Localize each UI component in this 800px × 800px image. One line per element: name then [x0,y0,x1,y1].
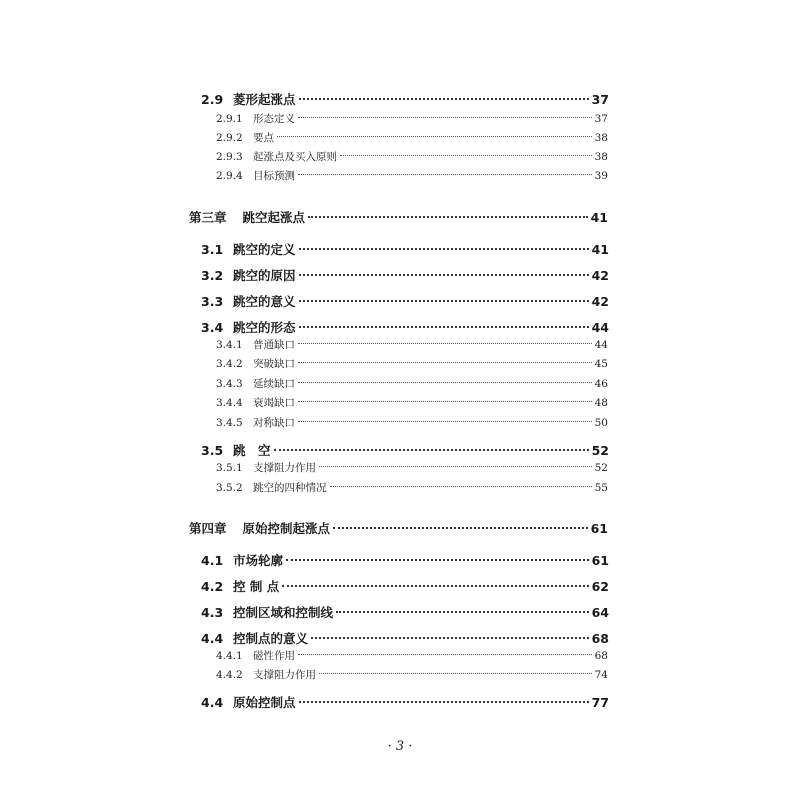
toc-number: 4.4.1 [216,650,243,662]
toc-page-number: 46 [594,378,608,390]
toc-title: 起涨点及买入原则 [253,151,337,163]
toc-page-number: 52 [591,443,609,458]
toc-number: 4.1 [201,553,224,568]
toc-page-number: 37 [594,113,608,125]
dot-leader [308,216,588,218]
dot-leader [298,343,592,344]
toc-entry [0,603,800,621]
toc-entry [0,292,800,310]
toc-number: 2.9.4 [216,170,243,182]
toc-page-number: 41 [590,210,608,225]
dot-leader [319,466,592,467]
toc-entry [0,395,800,410]
toc-entry [0,149,800,164]
toc-number: 4.4.2 [216,669,243,681]
dot-leader [340,155,592,156]
toc-title: 市场轮廓 [233,553,284,568]
toc-page-number: 62 [591,579,609,594]
toc-entry [0,480,800,495]
toc-number: 2.9.2 [216,132,243,144]
toc-number: 4.3 [201,605,224,620]
toc-page-number: 39 [594,170,608,182]
toc-number: 3.4.2 [216,358,243,370]
toc-title: 对称缺口 [253,417,295,429]
dot-leader [319,673,592,674]
toc-entry [0,648,800,663]
toc-page-number: 37 [591,92,609,107]
toc-entry [0,356,800,371]
toc-page-number: 52 [594,462,608,474]
toc-number: 3.5 [201,443,224,458]
toc-entry [0,240,800,258]
page-number-footer: · 3 · [387,739,413,754]
dot-leader [330,486,592,487]
toc-title: 延续缺口 [253,378,295,390]
toc-entry [0,266,800,284]
toc-entry [0,667,800,682]
toc-number: 3.4 [201,320,224,335]
toc-entry [0,111,800,126]
toc-chapter-entry [0,519,800,537]
dot-leader [336,611,589,613]
toc-number: 3.4.1 [216,339,243,351]
toc-page-number: 68 [594,650,608,662]
toc-entry [0,629,800,647]
toc-title: 支撑阻力作用 [253,462,316,474]
dot-leader [311,637,589,639]
toc-chapter-entry [0,208,800,226]
toc-number: 3.4.4 [216,397,243,409]
dot-leader [298,362,592,363]
toc-number: 3.5.1 [216,462,243,474]
dot-leader [299,274,589,276]
toc-entry [0,441,800,459]
toc-title: 形态定义 [253,113,295,125]
toc-title: 支撑阻力作用 [253,669,316,681]
toc-entry [0,90,800,108]
chapter-number: 第三章 [189,210,227,225]
toc-entry [0,460,800,475]
toc-page-number: 38 [594,151,608,163]
toc-number: 2.9 [201,92,224,107]
toc-title: 目标预测 [253,170,295,182]
toc-page-number: 55 [594,482,608,494]
toc-number: 3.4.3 [216,378,243,390]
toc-title: 跳空的原因 [233,268,296,283]
toc-entry [0,551,800,569]
dot-leader [286,559,589,561]
toc-entry [0,318,800,336]
chapter-number: 第四章 [189,521,227,536]
dot-leader [298,654,592,655]
dot-leader [299,98,589,100]
toc-page-number: 41 [591,242,609,257]
toc-title: 衰竭缺口 [253,397,295,409]
toc-entry [0,337,800,352]
toc-title: 控制点的意义 [233,631,309,646]
dot-leader [299,701,589,703]
dot-leader [274,449,589,451]
dot-leader [299,326,589,328]
dot-leader [299,248,589,250]
toc-title: 要点 [253,132,274,144]
toc-page-number: 45 [594,358,608,370]
toc-number: 3.5.2 [216,482,243,494]
toc-entry [0,376,800,391]
dot-leader [298,382,592,383]
toc-number: 3.1 [201,242,224,257]
toc-entry [0,693,800,711]
toc-title: 磁性作用 [253,650,295,662]
toc-page-number: 42 [591,268,609,283]
toc-title: 跳空的定义 [233,242,296,257]
toc-title: 原始控制点 [233,695,296,710]
toc-page-number: 64 [591,605,609,620]
toc-page-number: 61 [590,521,608,536]
toc-title: 普通缺口 [253,339,295,351]
chapter-title: 跳空起涨点 [242,210,306,225]
toc-title: 跳空的四种情况 [253,482,327,494]
dot-leader [298,421,592,422]
toc-page-number: 42 [591,294,609,309]
toc-page-number: 68 [591,631,609,646]
toc-page-number: 38 [594,132,608,144]
dot-leader [299,300,589,302]
toc-number: 3.3 [201,294,224,309]
toc-page-number: 44 [591,320,609,335]
toc-number: 3.4.5 [216,417,243,429]
toc-page-number: 50 [594,417,608,429]
toc-entry [0,130,800,145]
toc-title: 控 制 点 [233,579,280,594]
toc-title: 控制区域和控制线 [233,605,334,620]
dot-leader [277,136,592,137]
toc-title: 菱形起涨点 [233,92,296,107]
toc-title: 跳空的意义 [233,294,296,309]
toc-number: 4.4 [201,631,224,646]
toc-entry [0,168,800,183]
dot-leader [333,527,588,529]
toc-page-number: 77 [591,695,609,710]
toc-number: 4.4 [201,695,224,710]
toc-title: 跳空的形态 [233,320,296,335]
dot-leader [298,117,592,118]
dot-leader [282,585,588,587]
toc-number: 3.2 [201,268,224,283]
dot-leader [298,401,592,402]
chapter-title: 原始控制起涨点 [242,521,331,536]
toc-page-number: 74 [594,669,608,681]
toc-title: 跳 空 [233,443,271,458]
toc-entry [0,577,800,595]
toc-page-number: 44 [594,339,608,351]
toc-page-number: 61 [591,553,609,568]
toc-number: 2.9.3 [216,151,243,163]
toc-title: 突破缺口 [253,358,295,370]
toc-page-number: 48 [594,397,608,409]
toc-number: 2.9.1 [216,113,243,125]
toc-number: 4.2 [201,579,224,594]
toc-entry [0,415,800,430]
dot-leader [298,174,592,175]
